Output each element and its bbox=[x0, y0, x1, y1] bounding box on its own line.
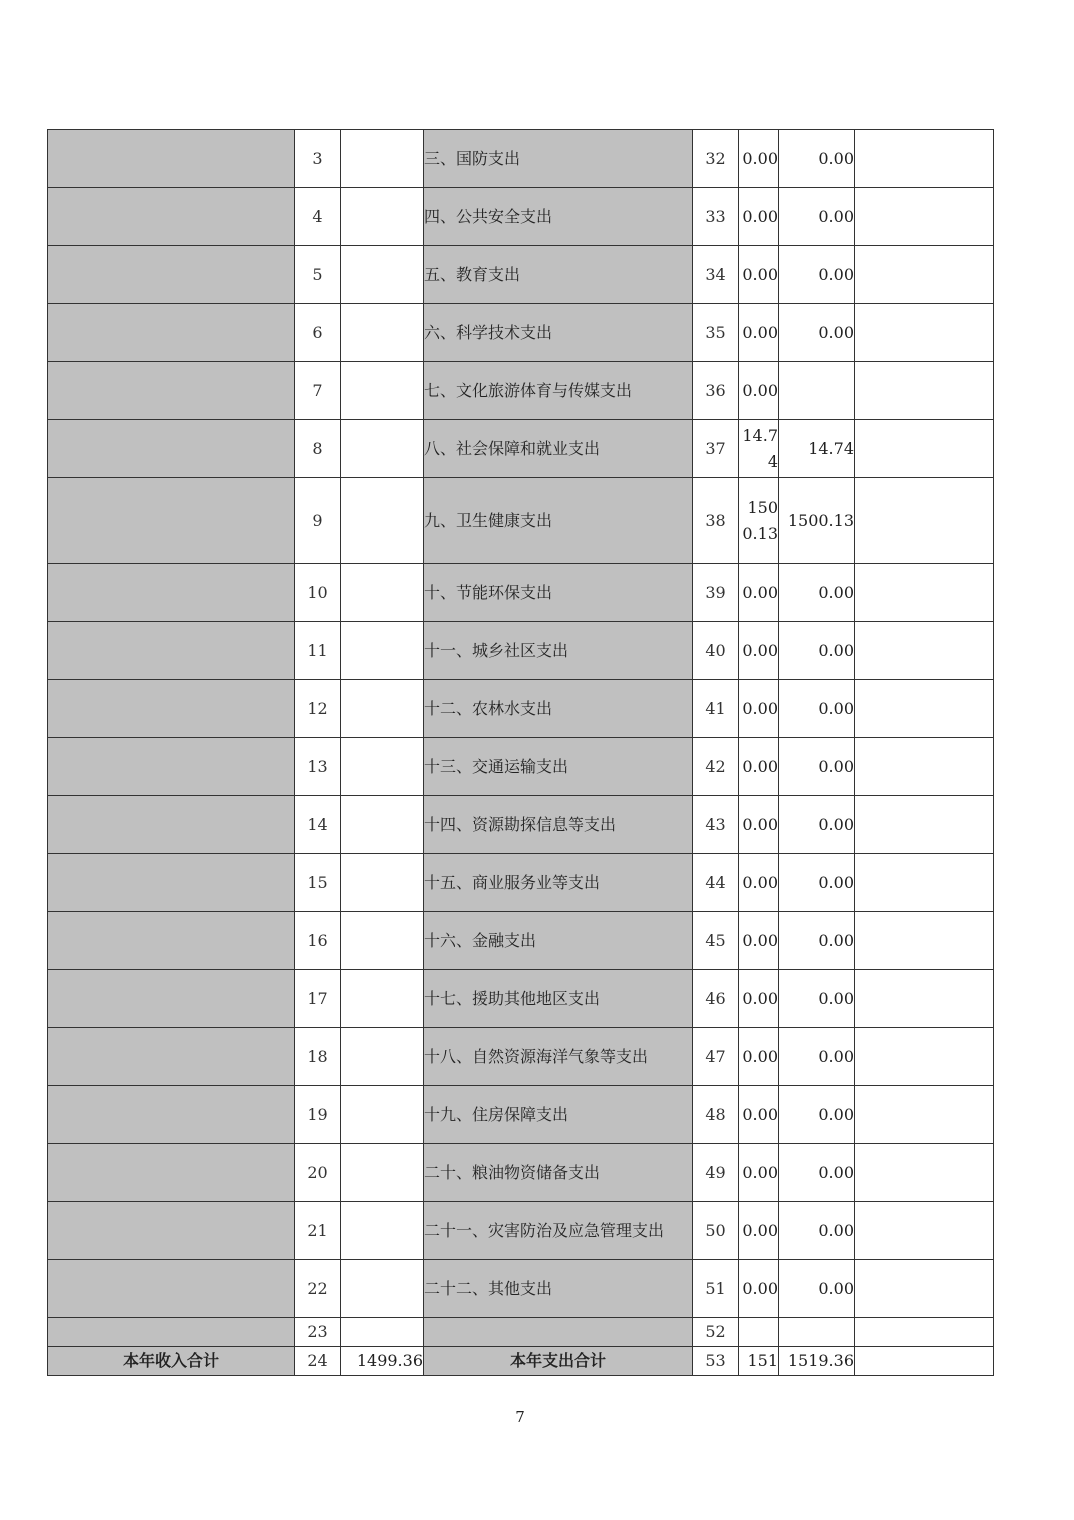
income-line-no: 8 bbox=[295, 420, 341, 478]
table-row bbox=[48, 912, 994, 970]
income-line-no: 23 bbox=[295, 1318, 341, 1347]
expense-line-no: 32 bbox=[693, 130, 739, 188]
expense-item: 十八、自然资源海洋气象等支出 bbox=[424, 1028, 693, 1086]
expense-line-no: 46 bbox=[693, 970, 739, 1028]
expense-line-no: 51 bbox=[693, 1260, 739, 1318]
expense-general-budget: 1500.13 bbox=[779, 478, 855, 564]
expense-general-budget: 14.74 bbox=[779, 420, 855, 478]
income-amount bbox=[341, 1028, 424, 1086]
expense-other bbox=[855, 246, 994, 304]
expense-other bbox=[855, 130, 994, 188]
expense-amount: 0.00 bbox=[739, 130, 779, 188]
expense-item: 十一、城乡社区支出 bbox=[424, 622, 693, 680]
expense-amount: 0.00 bbox=[739, 1144, 779, 1202]
page-number: 7 bbox=[515, 1408, 525, 1426]
table-row bbox=[48, 1144, 994, 1202]
expense-other bbox=[855, 188, 994, 246]
expense-item: 二十一、灾害防治及应急管理支出 bbox=[424, 1202, 693, 1260]
expense-line-no: 47 bbox=[693, 1028, 739, 1086]
expense-general-budget bbox=[779, 1318, 855, 1347]
table-row bbox=[48, 420, 994, 478]
expense-other bbox=[855, 912, 994, 970]
expense-line-no: 34 bbox=[693, 246, 739, 304]
expense-general-budget: 0.00 bbox=[779, 1028, 855, 1086]
income-line-no: 15 bbox=[295, 854, 341, 912]
expense-item: 二十二、其他支出 bbox=[424, 1260, 693, 1318]
income-amount bbox=[341, 680, 424, 738]
expense-general-budget: 0.00 bbox=[779, 246, 855, 304]
expense-other bbox=[855, 564, 994, 622]
expense-amount bbox=[739, 1318, 779, 1347]
income-amount bbox=[341, 1202, 424, 1260]
expense-line-no: 37 bbox=[693, 420, 739, 478]
income-amount bbox=[341, 1086, 424, 1144]
table-row bbox=[48, 738, 994, 796]
income-line-no: 19 bbox=[295, 1086, 341, 1144]
expense-line-no: 39 bbox=[693, 564, 739, 622]
income-item bbox=[48, 1260, 295, 1318]
expense-general-budget: 0.00 bbox=[779, 738, 855, 796]
income-line-no: 4 bbox=[295, 188, 341, 246]
income-line-no: 11 bbox=[295, 622, 341, 680]
expense-other bbox=[855, 1318, 994, 1347]
expense-general-budget: 0.00 bbox=[779, 188, 855, 246]
expense-line-no: 44 bbox=[693, 854, 739, 912]
expense-amount: 0.00 bbox=[739, 188, 779, 246]
table-row bbox=[48, 304, 994, 362]
expense-amount: 0.00 bbox=[739, 796, 779, 854]
expense-item: 十三、交通运输支出 bbox=[424, 738, 693, 796]
expense-other bbox=[855, 1202, 994, 1260]
expense-item: 十九、住房保障支出 bbox=[424, 1086, 693, 1144]
expense-item: 十、节能环保支出 bbox=[424, 564, 693, 622]
expense-item: 十七、援助其他地区支出 bbox=[424, 970, 693, 1028]
expense-other bbox=[855, 970, 994, 1028]
expense-line-no: 52 bbox=[693, 1318, 739, 1347]
expense-line-no: 50 bbox=[693, 1202, 739, 1260]
table-row bbox=[48, 188, 994, 246]
expense-total-label: 本年支出合计 bbox=[424, 1347, 693, 1376]
income-line-no: 13 bbox=[295, 738, 341, 796]
table-row bbox=[48, 1202, 994, 1260]
income-amount bbox=[341, 912, 424, 970]
income-item bbox=[48, 246, 295, 304]
table-row bbox=[48, 680, 994, 738]
income-amount bbox=[341, 796, 424, 854]
income-line-no: 17 bbox=[295, 970, 341, 1028]
table-row bbox=[48, 622, 994, 680]
expense-other bbox=[855, 796, 994, 854]
income-item bbox=[48, 796, 295, 854]
expense-item: 二十、粮油物资储备支出 bbox=[424, 1144, 693, 1202]
income-amount bbox=[341, 188, 424, 246]
income-line-no: 21 bbox=[295, 1202, 341, 1260]
expense-item: 五、教育支出 bbox=[424, 246, 693, 304]
table-row bbox=[48, 362, 994, 420]
total-row bbox=[48, 1347, 994, 1376]
expense-other bbox=[855, 1260, 994, 1318]
income-line-no: 5 bbox=[295, 246, 341, 304]
expense-line-no: 36 bbox=[693, 362, 739, 420]
expense-general-budget: 0.00 bbox=[779, 1202, 855, 1260]
income-item bbox=[48, 912, 295, 970]
income-total-amount: 1499.36 bbox=[341, 1347, 424, 1376]
income-item bbox=[48, 738, 295, 796]
expense-item: 十四、资源勘探信息等支出 bbox=[424, 796, 693, 854]
income-line-no: 14 bbox=[295, 796, 341, 854]
income-amount bbox=[341, 478, 424, 564]
expense-general-budget: 0.00 bbox=[779, 1086, 855, 1144]
expense-line-no: 48 bbox=[693, 1086, 739, 1144]
expense-amount: 0.00 bbox=[739, 304, 779, 362]
income-amount bbox=[341, 564, 424, 622]
expense-general-budget: 0.00 bbox=[779, 1144, 855, 1202]
income-item bbox=[48, 564, 295, 622]
expense-other bbox=[855, 362, 994, 420]
income-item bbox=[48, 1144, 295, 1202]
income-amount bbox=[341, 1144, 424, 1202]
expense-other bbox=[855, 304, 994, 362]
income-line-no: 22 bbox=[295, 1260, 341, 1318]
expense-item: 十六、金融支出 bbox=[424, 912, 693, 970]
expense-line-no: 49 bbox=[693, 1144, 739, 1202]
expense-amount: 0.00 bbox=[739, 1260, 779, 1318]
income-amount bbox=[341, 130, 424, 188]
expense-amount: 0.00 bbox=[739, 970, 779, 1028]
income-item bbox=[48, 362, 295, 420]
income-amount bbox=[341, 304, 424, 362]
expense-general-budget: 0.00 bbox=[779, 564, 855, 622]
table-row bbox=[48, 970, 994, 1028]
expense-line-no: 42 bbox=[693, 738, 739, 796]
expense-amount: 0.00 bbox=[739, 680, 779, 738]
income-item bbox=[48, 1086, 295, 1144]
expense-item: 六、科学技术支出 bbox=[424, 304, 693, 362]
table-row bbox=[48, 1028, 994, 1086]
expense-other bbox=[855, 738, 994, 796]
expense-item bbox=[424, 1318, 693, 1347]
income-total-label: 本年收入合计 bbox=[48, 1347, 295, 1376]
table-row bbox=[48, 1318, 994, 1347]
table-row bbox=[48, 1260, 994, 1318]
expense-line-no: 40 bbox=[693, 622, 739, 680]
expense-item: 七、文化旅游体育与传媒支出 bbox=[424, 362, 693, 420]
expense-amount: 0.00 bbox=[739, 738, 779, 796]
expense-line-no: 35 bbox=[693, 304, 739, 362]
expense-amount: 1500.13 bbox=[739, 478, 779, 564]
income-amount bbox=[341, 622, 424, 680]
income-amount bbox=[341, 420, 424, 478]
income-line-no: 3 bbox=[295, 130, 341, 188]
income-amount bbox=[341, 1260, 424, 1318]
income-item bbox=[48, 1318, 295, 1347]
income-line-no: 16 bbox=[295, 912, 341, 970]
expense-item: 十二、农林水支出 bbox=[424, 680, 693, 738]
table-row bbox=[48, 1086, 994, 1144]
table-row bbox=[48, 478, 994, 564]
expense-amount: 0.00 bbox=[739, 912, 779, 970]
expense-total-general-budget: 1519.36 bbox=[779, 1347, 855, 1376]
expense-amount: 0.00 bbox=[739, 1202, 779, 1260]
income-amount bbox=[341, 362, 424, 420]
income-total-line-no: 24 bbox=[295, 1347, 341, 1376]
expense-amount: 0.00 bbox=[739, 1086, 779, 1144]
table-row bbox=[48, 796, 994, 854]
expense-item: 十五、商业服务业等支出 bbox=[424, 854, 693, 912]
income-item bbox=[48, 970, 295, 1028]
expense-total-amount: 151 bbox=[739, 1347, 779, 1376]
expense-general-budget: 0.00 bbox=[779, 130, 855, 188]
income-item bbox=[48, 622, 295, 680]
table-row bbox=[48, 564, 994, 622]
expense-general-budget bbox=[779, 362, 855, 420]
expense-item: 八、社会保障和就业支出 bbox=[424, 420, 693, 478]
expense-amount: 0.00 bbox=[739, 564, 779, 622]
income-item bbox=[48, 188, 295, 246]
income-item bbox=[48, 1028, 295, 1086]
expense-general-budget: 0.00 bbox=[779, 1260, 855, 1318]
income-item bbox=[48, 130, 295, 188]
income-amount bbox=[341, 246, 424, 304]
expense-total-other bbox=[855, 1347, 994, 1376]
expense-amount: 0.00 bbox=[739, 362, 779, 420]
expense-amount: 0.00 bbox=[739, 1028, 779, 1086]
income-line-no: 6 bbox=[295, 304, 341, 362]
expense-other bbox=[855, 1028, 994, 1086]
expense-general-budget: 0.00 bbox=[779, 680, 855, 738]
table-body bbox=[48, 130, 994, 1347]
expense-line-no: 45 bbox=[693, 912, 739, 970]
table-row bbox=[48, 246, 994, 304]
expense-amount: 0.00 bbox=[739, 246, 779, 304]
expense-general-budget: 0.00 bbox=[779, 796, 855, 854]
expense-total-line-no: 53 bbox=[693, 1347, 739, 1376]
expense-other bbox=[855, 1086, 994, 1144]
expense-other bbox=[855, 622, 994, 680]
income-item bbox=[48, 478, 295, 564]
expense-other bbox=[855, 854, 994, 912]
income-amount bbox=[341, 854, 424, 912]
income-amount bbox=[341, 970, 424, 1028]
income-line-no: 12 bbox=[295, 680, 341, 738]
income-amount bbox=[341, 738, 424, 796]
expense-general-budget: 0.00 bbox=[779, 304, 855, 362]
income-line-no: 9 bbox=[295, 478, 341, 564]
income-item bbox=[48, 680, 295, 738]
expense-line-no: 41 bbox=[693, 680, 739, 738]
expense-general-budget: 0.00 bbox=[779, 622, 855, 680]
income-item bbox=[48, 304, 295, 362]
expense-other bbox=[855, 1144, 994, 1202]
expense-general-budget: 0.00 bbox=[779, 854, 855, 912]
expense-line-no: 38 bbox=[693, 478, 739, 564]
expense-amount: 0.00 bbox=[739, 622, 779, 680]
expense-item: 三、国防支出 bbox=[424, 130, 693, 188]
expense-item: 四、公共安全支出 bbox=[424, 188, 693, 246]
budget-table bbox=[47, 129, 994, 1376]
expense-other bbox=[855, 420, 994, 478]
income-line-no: 20 bbox=[295, 1144, 341, 1202]
income-amount bbox=[341, 1318, 424, 1347]
table-row bbox=[48, 130, 994, 188]
expense-general-budget: 0.00 bbox=[779, 970, 855, 1028]
expense-line-no: 33 bbox=[693, 188, 739, 246]
income-item bbox=[48, 420, 295, 478]
table-row bbox=[48, 854, 994, 912]
expense-line-no: 43 bbox=[693, 796, 739, 854]
expense-general-budget: 0.00 bbox=[779, 912, 855, 970]
expense-item: 九、卫生健康支出 bbox=[424, 478, 693, 564]
expense-other bbox=[855, 478, 994, 564]
income-line-no: 7 bbox=[295, 362, 341, 420]
income-line-no: 18 bbox=[295, 1028, 341, 1086]
expense-amount: 0.00 bbox=[739, 854, 779, 912]
income-line-no: 10 bbox=[295, 564, 341, 622]
income-item bbox=[48, 1202, 295, 1260]
expense-amount: 14.74 bbox=[739, 420, 779, 478]
expense-other bbox=[855, 680, 994, 738]
income-item bbox=[48, 854, 295, 912]
